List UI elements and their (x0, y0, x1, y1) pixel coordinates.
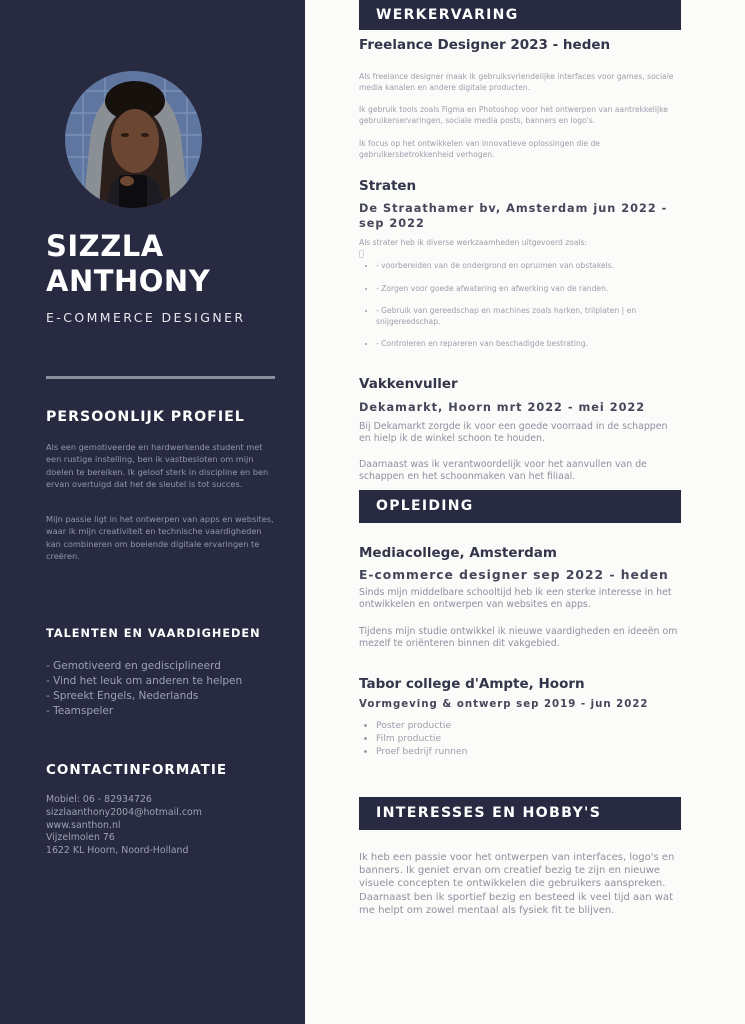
skill-item: - Gemotiveerd en gedisciplineerd (46, 660, 221, 672)
contact-phone: Mobiel: 06 - 82934726 (46, 794, 152, 805)
job-role: E-COMMERCE DESIGNER (46, 310, 246, 325)
vakkenvuller-title: Vakkenvuller (359, 376, 458, 392)
freelance-paragraph-1: Als freelance designer maak ik gebruiksvriendelijke interfaces voor games, sociale media kanalen en andere digitale producten. (359, 72, 674, 92)
profile-heading: PERSOONLIJK PROFIEL (46, 409, 245, 425)
contact-city: 1622 KL Hoorn, Noord-Holland (46, 845, 189, 857)
vakkenvuller-subtitle: Dekamarkt, Hoorn mrt 2022 - mei 2022 (359, 401, 646, 414)
contact-email: sizzlaanthony2004@hotmail.com (46, 806, 202, 818)
tabor-subtitle: Vormgeving & ontwerp sep 2019 - jun 2022 (359, 699, 649, 710)
mediacollege-title: Mediacollege, Amsterdam (359, 545, 557, 561)
mediacollege-paragraph-2: Tijdens mijn studie ontwikkel ik nieuwe vaardigheden en ideeën om mezelf te oriënteren binnen dit vakgebied. (359, 626, 678, 650)
experience-heading: WERKERVARING (359, 0, 681, 30)
name-line-1: SIZZLA (46, 229, 164, 263)
skills-heading: TALENTEN EN VAARDIGHEDEN (46, 627, 261, 640)
straten-title: Straten (359, 178, 417, 194)
education-heading: OPLEIDING (359, 490, 681, 523)
skills-list (46, 659, 242, 719)
profile-photo-icon (65, 71, 202, 208)
interests-paragraph: Ik heb een passie voor het ontwerpen van interfaces, logo's en banners. Ik geniet ervan om creatief bezig te zijn en nieuwe visuele concepten te ontwikkelen die gebruikers aanspreken. Daarnaast ben ik sportief bezig en besteed ik veel tijd aan wat me helpt om zowel mentaal als fysiek fit te blijven. (359, 852, 675, 916)
tabor-course: • Proef bedrijf runnen (376, 746, 681, 759)
skill-item: - Teamspeler (46, 705, 114, 717)
profile-paragraph-1: Als een gemotiveerde en hardwerkende student met een rustige instelling, ben ik vastbesloten om mijn doelen te bereiken. Ik geloof sterk in discipline en ben ervan overtuigd dat het de sleutel is tot succes. (46, 442, 269, 489)
candidate-name (46, 229, 210, 299)
tabor-course: • Poster productie (376, 720, 681, 733)
vakkenvuller-paragraph-1: Bij Dekamarkt zorgde ik voor een goede voorraad in de schappen en hielp ik de winkel schoon te houden. (359, 421, 668, 445)
freelance-title: Freelance Designer 2023 - heden (359, 37, 611, 53)
avatar (65, 71, 202, 208)
sidebar (0, 0, 305, 1024)
contact-list (46, 794, 202, 858)
profile-paragraph-2: Mijn passie ligt in het ontwerpen van apps en websites, waar ik mijn creativiteit en technische vaardigheden kan combineren om boeiende digitale ervaringen te creëren. (46, 514, 274, 561)
skill-item: - Vind het leuk om anderen te helpen (46, 675, 243, 687)
straten-intro: Als strater heb ik diverse werkzaamheden uitgevoerd zoals: (359, 238, 588, 247)
interests-heading: INTERESSES EN HOBBY'S (359, 797, 681, 830)
vakkenvuller-paragraph-2: Daarnaast was ik verantwoordelijk voor het aanvullen van de schappen en het schoonmaken van het filiaal. (359, 459, 647, 483)
straten-glyph: 􏰀 (359, 249, 364, 258)
contact-street: Vijzelmolen 76 (46, 832, 115, 844)
freelance-paragraph-3: Ik focus op het ontwikkelen van innovatieve oplossingen die de gebruikersbetrokkenheid verhogen. (359, 139, 600, 159)
straten-task: • - Zorgen voor goede afwatering en afwerking van de randen. (376, 284, 681, 295)
contact-heading: CONTACTINFORMATIE (46, 762, 228, 778)
tabor-course-list (359, 720, 681, 758)
freelance-paragraph-2: Ik gebruik tools zoals Figma en Photoshop voor het ontwerpen van aantrekkelijke gebruikerservaringen, sociale media posts, banners en logo's. (359, 105, 668, 125)
straten-subtitle: De Straathamer bv, Amsterdam jun 2022 - sep 2022 (359, 202, 668, 230)
sidebar-divider (46, 376, 275, 379)
skill-item: - Spreekt Engels, Nederlands (46, 690, 199, 702)
straten-task: • - Controleren en repareren van beschadigde bestrating. (376, 339, 681, 350)
tabor-course: • Film productie (376, 733, 681, 746)
straten-task: • - voorbereiden van de ondergrond en opruimen van obstakels. (376, 261, 681, 272)
tabor-title: Tabor college d'Ampte, Hoorn (359, 676, 585, 692)
mediacollege-subtitle: E-commerce designer sep 2022 - heden (359, 568, 669, 582)
straten-task: • - Gebruik van gereedschap en machines zoals harken, trilplaten | en snijgereedschap. (376, 306, 681, 327)
straten-task-list (359, 261, 681, 350)
name-line-2: ANTHONY (46, 264, 211, 298)
contact-website: www.santhon.nl (46, 819, 121, 831)
mediacollege-paragraph-1: Sinds mijn middelbare schooltijd heb ik een sterke interesse in het ontwikkelen en ontwerpen van websites en apps. (359, 587, 672, 611)
